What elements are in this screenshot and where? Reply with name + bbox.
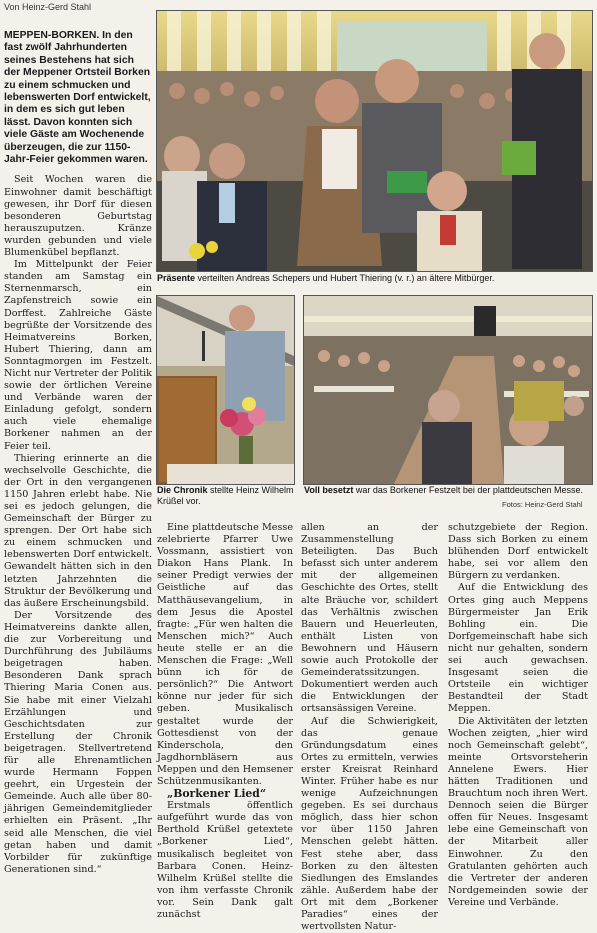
- caption-festzelt-lead: Voll besetzt: [304, 485, 353, 495]
- photo-presents-image: [157, 11, 592, 271]
- body-paragraph: schutzgebiete der Region. Dass sich Borken zu einem blühenden Dorf entwickelt habe, sei vor allem den Bürgern zu verdanken.: [448, 522, 588, 582]
- body-paragraph: Der Vorsitzende des Heimatvereins dankte allen, die zur Vorbereitung und Durchführung des Jubiläums beigetragen haben. Besonderen Dank sprach Thiering Maria Conen aus. Sie habe mit einer Vielzahl Erzählungen und Geschichtsdaten zur Erstellung der Chronik beigetragen. Stellvertretend für alle Ehrenamtlichen wurde Hermann Foppen geehrt, ein Urgestein der Gemeinde. Auch alle über 80-jährigen Gemeindemitglieder erhielten ein Präsent. „Ihr seid alle Menschen, die viel getan haben und damit Vorbilder für zukünftige Generationen sind.“: [4, 610, 152, 876]
- column-2: [157, 522, 293, 921]
- column-1: [4, 30, 152, 876]
- festzelt-photo: [303, 295, 593, 485]
- body-paragraph: Auf die Entwicklung des Ortes ging auch Meppens Bürgermeister Jan Erik Bohling ein. Die Dorfgemeinschaft habe sich nicht nur gehalten, sondern sei auch gewachsen. Insgesamt seien die Ortsteile ein wichtiger Bestandteil der Stadt Meppen.: [448, 582, 588, 715]
- photo-festzelt-image: [304, 296, 592, 484]
- body-paragraph: Erstmals öffentlich aufgeführt wurde das von Berthold Krüßel getextete „Borkener Lied“, musikalisch begleitet von Barbara Conen. Heinz-Wilhelm Krüßel stellte die von ihm verfasste Chronik vor. Sein Dank galt zunächst: [157, 800, 293, 921]
- body-paragraph: Die Aktivitäten der letzten Wochen zeigten, „hier wird noch Gemeinschaft gelebt“, meinte Ortsvorsteherin Annelene Ewers. Hier hätten Traditionen und Brauchtum noch ihren Wert. Dennoch seien die Bürger offen für Neues. Insgesamt lebe eine Gemeinschaft von der Mitarbeit aller Einwohner. Zu den Gratulanten gehörten auch die Vertreter der anderen Nordgemeinden sowie der Vereine und Verbände.: [448, 716, 588, 910]
- author-line: Von Heinz-Gerd Stahl: [4, 2, 91, 12]
- caption-main: [157, 273, 591, 284]
- caption-chronik-lead: Die Chronik: [157, 485, 208, 495]
- column-4: [448, 522, 588, 909]
- photo-credit: Fotos: Heinz-Gerd Stahl: [502, 500, 582, 509]
- body-paragraph: allen an der Zusammenstellung Beteiligten. Das Buch befasst sich unter anderem mit der allgemeinen Geschichte des Ortes, stellt alte Bräuche vor, schildert das Verhältnis zwischen Bauern und Heuerleuten, enthält Listen von Bewohnern und Häusern sowie auch Protokolle der Gemeinderatssitzungen. Dokumentiert werden auch die Entwicklungen der ortsansässigen Vereine.: [301, 522, 438, 716]
- chronik-photo: [156, 295, 295, 485]
- main-photo: [156, 10, 593, 272]
- caption-chronik: [157, 485, 294, 507]
- body-paragraph: Eine plattdeutsche Messe zelebrierte Pfarrer Uwe Vossmann, assistiert von Diakon Hans Plank. In seiner Predigt verwies der Geistliche auf das Matthäusevangelium, in dem Jesus die Apostel fragte: „Für wen halten die Menschen mich?“ Auch heute stelle er an die Menschen die Frage: „Well bünn ich för de persönlich?“ Die Antwort könne nur jeder für sich geben. Musikalisch gestaltet wurde der Gottesdienst von der Kinderschola, den Jagdhornbläsern aus Meppen und den Hemsener Schützenmusikanten.: [157, 522, 293, 788]
- body-paragraph: Seit Wochen waren die Einwohner damit beschäftigt gewesen, ihr Dorf für diesen besonderen Geburtstag herauszuputzen. Kränze wurden gebunden und viele Blumenkübel bepflanzt.: [4, 174, 152, 259]
- column-3: [301, 522, 438, 933]
- caption-main-text: verteilten Andreas Schepers und Hubert Thiering (v. r.) an ältere Mitbürger.: [195, 273, 494, 283]
- caption-main-lead: Präsente: [157, 273, 195, 283]
- photo-chronik-image: [157, 296, 294, 484]
- caption-festzelt-text: war das Borkener Festzelt bei der plattdeutschen Messe.: [353, 485, 583, 495]
- caption-chronik-text: stellte Heinz Wilhelm Krüßel vor.: [157, 485, 294, 506]
- lead-paragraph: MEPPEN-BORKEN. In den fast zwölf Jahrhunderten seines Bestehens hat sich der Meppener Ortsteil Borken zu einem schmucken und lebenswerten Dorf entwickelt, in dem es sich gut leben lässt. Davon konnten sich viele Gäste am Wochenende überzeugen, die zur 1150-Jahr-Feier gekommen waren.: [4, 30, 152, 166]
- body-paragraph: Thiering erinnerte an die wechselvolle Geschichte, die der Ort in den vergangenen 1150 Jahren erlebt habe. Nie sei es jedoch gelungen, die Gemeinschaft der Bürger zu sprengen. Der Ort habe sich zu einem schmucken und lebenswerten Dorf entwickelt. Gewandelt hätten sich in den letzten Jahrzehnten die Struktur der Bevölkerung und das äußere Erscheinungsbild.: [4, 453, 152, 610]
- body-paragraph: Auf die Schwierigkeit, das genaue Gründungsdatum eines Ortes zu ermitteln, verwies erster Kreisrat Reinhard Winter. Früher habe es nur wenige Aufzeichnungen gegeben. Es sei durchaus möglich, dass hier schon vor über 1150 Jahren Menschen gelebt hätten. Fest stehe aber, dass Borken zu den ältesten Siedlungen des Emslandes zähle. Außerdem habe der Ort mit dem „Borkener Paradies“ eines der wertvollsten Natur-: [301, 716, 438, 933]
- body-paragraph: Im Mittelpunkt der Feier standen am Samstag ein Sternenmarsch, ein Zapfenstreich sowie ein Dorffest. Zahlreiche Gäste begrüßte der Vorsitzende des Heimatvereins Borken, Hubert Thiering, dann am Sonntagmorgen im Festzelt. Nicht nur Vertreter der Politik sowie der örtlichen Vereine und Verbände waren der Einladung gefolgt, sondern auch viele ehemalige Borkener nahmen an der Feier teil.: [4, 259, 152, 453]
- caption-festzelt: [304, 485, 591, 496]
- subheading: „Borkener Lied“: [157, 788, 293, 800]
